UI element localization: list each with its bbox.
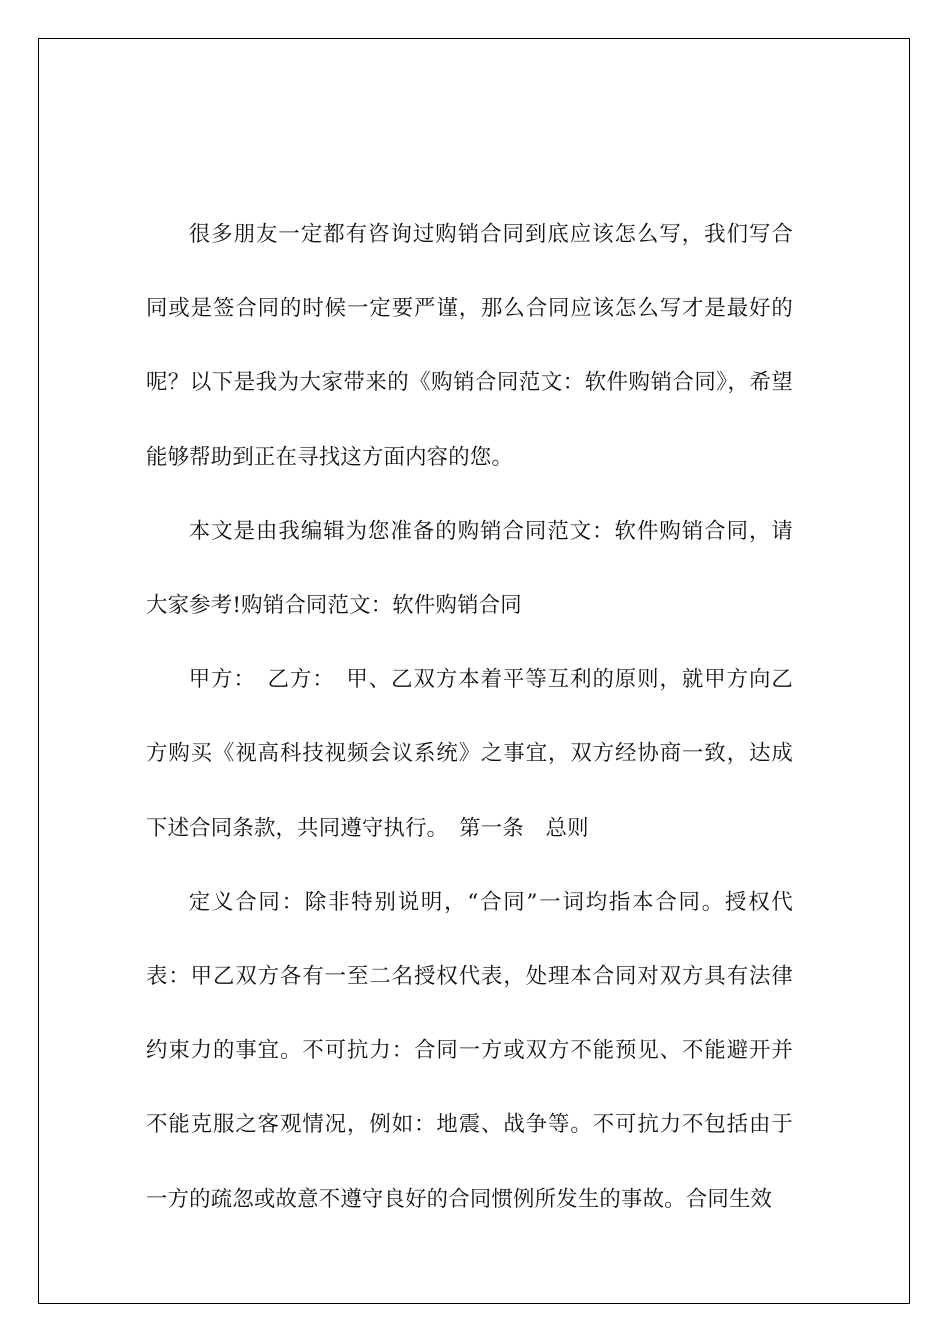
paragraph-definitions: 定义合同：除非特别说明，“合同”一词均指本合同。授权代表：甲乙双方各有一至二名授权代表，处理本合同对双方具有法律约束力的事宜。不可抗力：合同一方或双方不能预见、不能避开并不能克服之客观情况，例如：地震、战争等。不可抗力不包括由于一方的疏忽或故意不遵守良好的合同惯例所发生的事故。合同生效 (146, 889, 793, 1212)
paragraph-parties: 甲方： 乙方： 甲、乙双方本着平等互利的原则，就甲方向乙方购买《视高科技视频会议系统》之事宜，双方经协商一致，达成下述合同条款，共同遵守执行。 第一条 总则 (146, 667, 793, 841)
paragraph-intro: 很多朋友一定都有咨询过购销合同到底应该怎么写，我们写合同或是签合同的时候一定要严谨，那么合同应该怎么写才是最好的呢？以下是我为大家带来的《购销合同范文：软件购销合同》，希望能够帮助到正在寻找这方面内容的您。 (146, 222, 793, 470)
paragraph-editor-note: 本文是由我编辑为您准备的购销合同范文：软件购销合同，请大家参考!购销合同范文：软件购销合同 (146, 518, 793, 619)
document-body (146, 198, 793, 1237)
